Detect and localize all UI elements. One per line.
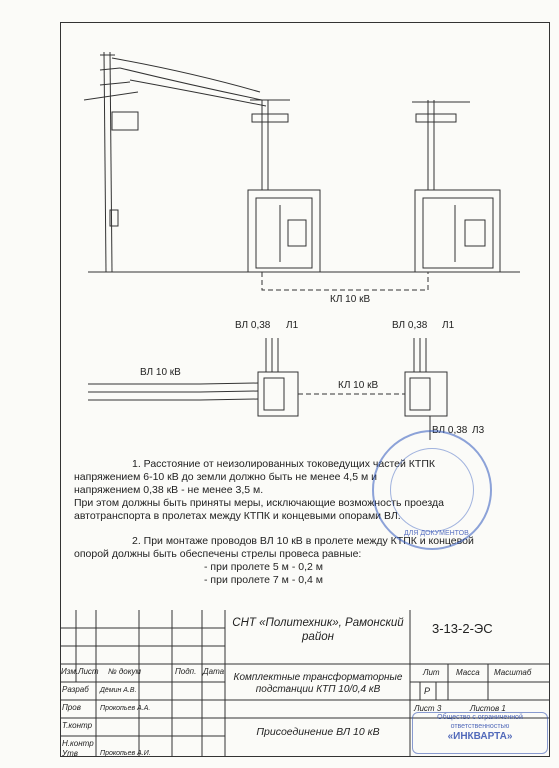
note-line: 1. Расстояние от неизолированных токоведущих частей КТПК [132,458,435,470]
col-doc: № докум [108,667,142,676]
note-line: - при пролете 7 м - 0,4 м [204,574,323,586]
seal-text: ДЛЯ ДОКУМЕНТОВ [404,530,469,537]
stamp-company-name: «ИНКВАРТА» [447,731,513,742]
note-line: 2. При монтаже проводов ВЛ 10 кВ в пролете между КТПК и концевой [132,535,474,547]
row-tkontr: Т.контр [62,721,93,730]
col-date: Дата [203,667,225,676]
razrab-name: Дёмин А.В. [100,687,137,694]
row-utv: Утв [62,749,78,758]
company-stamp [412,712,548,754]
hdr-scale: Масштаб [494,668,532,677]
overhead-wire-3 [130,80,266,106]
note-line: напряжением 6-10 кВ до земли должно быть не менее 4,5 м и [74,471,377,483]
hdr-lit: Лит [423,668,440,677]
cable-label-elevation: КЛ 10 кВ [330,294,371,305]
note-line: При этом должны быть приняты меры, исключающие возможность проезда [74,497,444,509]
stamp-line-1: Общество с ограниченной [437,714,523,721]
cable-kl10-elevation [262,272,428,290]
seal-inner-ring [390,448,474,532]
row-nkontr: Н.контр [62,739,94,748]
plan-overhead-line [88,383,258,400]
end-pole [84,52,138,272]
sheet-title: Присоединение ВЛ 10 кВ [256,726,380,738]
feeder-left-label-a: ВЛ 0,38 [235,320,271,331]
note-line: автотранспорта в пролетах между КТПК и концевыми опорами ВЛ. [74,510,401,522]
document-code: 3-13-2-ЭС [432,621,493,636]
object-title: Комплектные трансформаторные подстанции КТП 10/0,4 кВ [233,672,403,695]
lit-value: Р [424,686,431,696]
note-line: опорой должны быть обеспечены стрелы провеса равные: [74,548,362,560]
col-list: Лист [78,667,99,676]
ktpk-right [412,100,500,272]
overhead-wire-2 [120,68,262,100]
cable-label-plan: КЛ 10 кВ [338,380,379,391]
feeder-right-label-b: Л1 [442,320,455,331]
ktpk-left-plan [258,338,298,416]
sheet-number: Лист 3 [414,704,442,713]
hdr-mass: Масса [456,668,480,677]
overhead-wire-1 [112,58,260,92]
note-line: напряжением 0,38 кВ - не менее 3,5 м. [74,484,264,496]
feeder-right-label-a: ВЛ 0,38 [392,320,428,331]
overhead-line-label: ВЛ 10 кВ [140,367,181,378]
sheets-count: Листов 1 [470,704,506,713]
col-izm: Изм. [61,667,79,676]
organization-name: СНТ «Политехник», Рамонский район [232,617,404,643]
prov-name: Прокопьев А.А. [100,705,151,712]
row-razrab: Разраб [62,685,89,694]
round-seal [372,430,492,550]
feeder-right-label-d: Л3 [472,425,485,436]
row-prov: Пров [62,703,81,712]
utv-name: Прокопьев А.И. [100,750,151,757]
feeder-right-label-c: ВЛ 0,38 [432,425,468,436]
note-line: - при пролете 5 м - 0,2 м [204,561,323,573]
feeder-left-label-b: Л1 [286,320,299,331]
col-sign: Подп. [175,667,197,676]
stamp-line-2: ответственностью [450,723,510,730]
ktpk-left [248,100,320,272]
